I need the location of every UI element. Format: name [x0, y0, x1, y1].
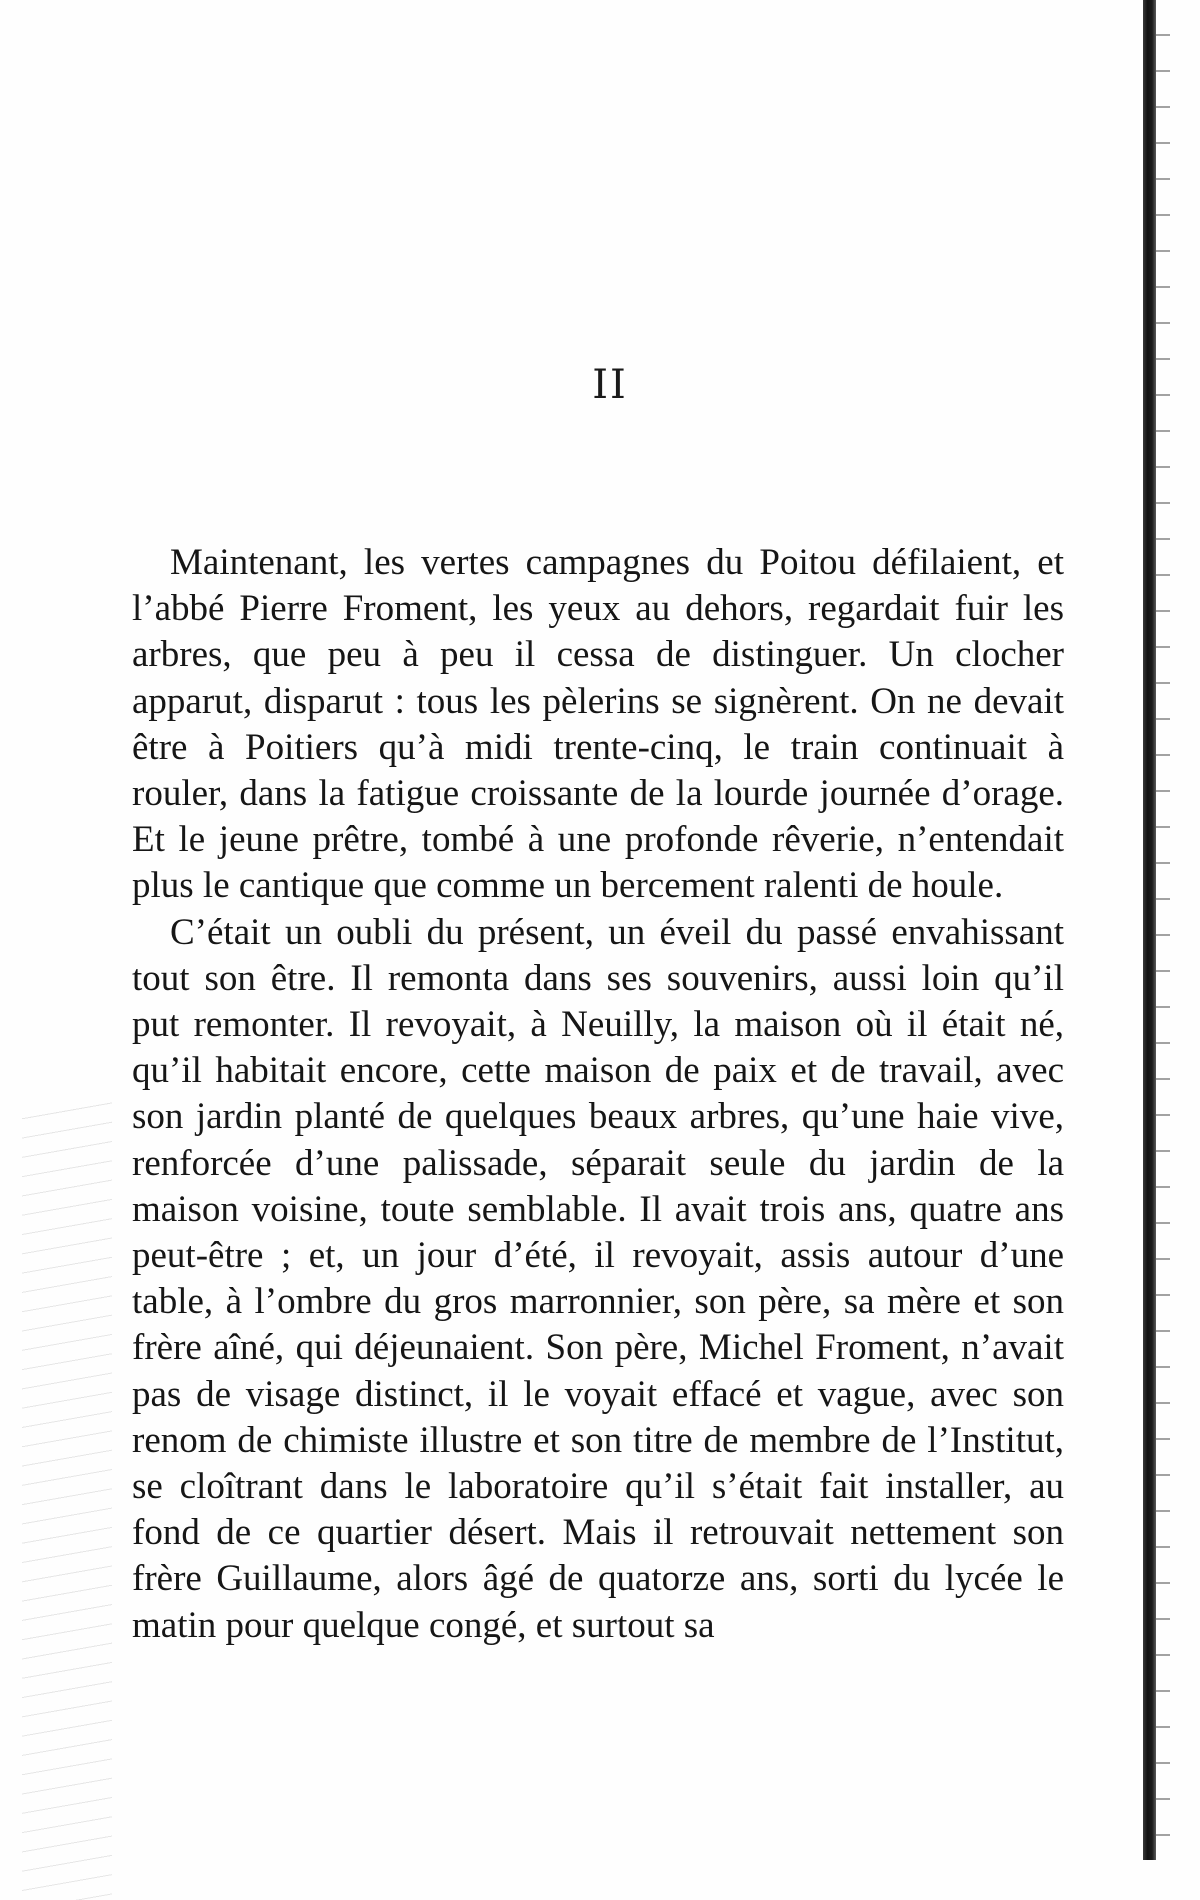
paragraph-1: Maintenant, les vertes campagnes du Poitou défilaient, et l’abbé Pierre Froment, les yeux au dehors, regardait fuir les arbres, que peu à peu il cessa de distinguer. Un clocher apparut, disparut : tous les pèlerins se signèrent. On ne devait être à Poitiers qu’à midi trente-cinq, le train continuait à rouler, dans la fatigue croissante de la lourde journée d’orage. Et le jeune prêtre, tombé à une profonde rêverie, n’entendait plus le cantique que comme un bercement ralenti de houle. — [132, 542, 1064, 907]
scanned-spine-edge — [1143, 0, 1156, 1860]
paper-speckles — [22, 1100, 112, 1900]
chapter-number: II — [592, 362, 628, 408]
scan-edge-marks — [1156, 0, 1170, 1860]
paragraph-2: C’était un oubli du présent, un éveil du passé envahissant tout son être. Il remonta dans ses souvenirs, aussi loin qu’il put remonter. Il revoyait, à Neuilly, la maison où il était né, qu’il habitait encore, cette maison de paix et de travail, avec son jardin planté de quelques beaux arbres, qu’une haie vive, renforcée d’une palissade, séparait seule du jardin de la maison voisine, toute semblable. Il avait trois ans, quatre ans peut-être ; et, un jour d’été, il revoyait, assis autour d’une table, à l’ombre du gros marronnier, son père, sa mère et son frère aîné, qui déjeunaient. Son père, Michel Froment, n’avait pas de visage distinct, il le voyait effacé et vague, avec son renom de chimiste illustre et son titre de membre de l’Institut, se cloîtrant dans le laboratoire qu’il s’était fait installer, au fond de ce quartier désert. Mais il retrouvait nettement son frère Guillaume, alors âgé de quatorze ans, sorti du lycée le matin pour quelque congé, et surtout sa — [132, 911, 1064, 1646]
chapter-body — [132, 540, 1064, 1649]
